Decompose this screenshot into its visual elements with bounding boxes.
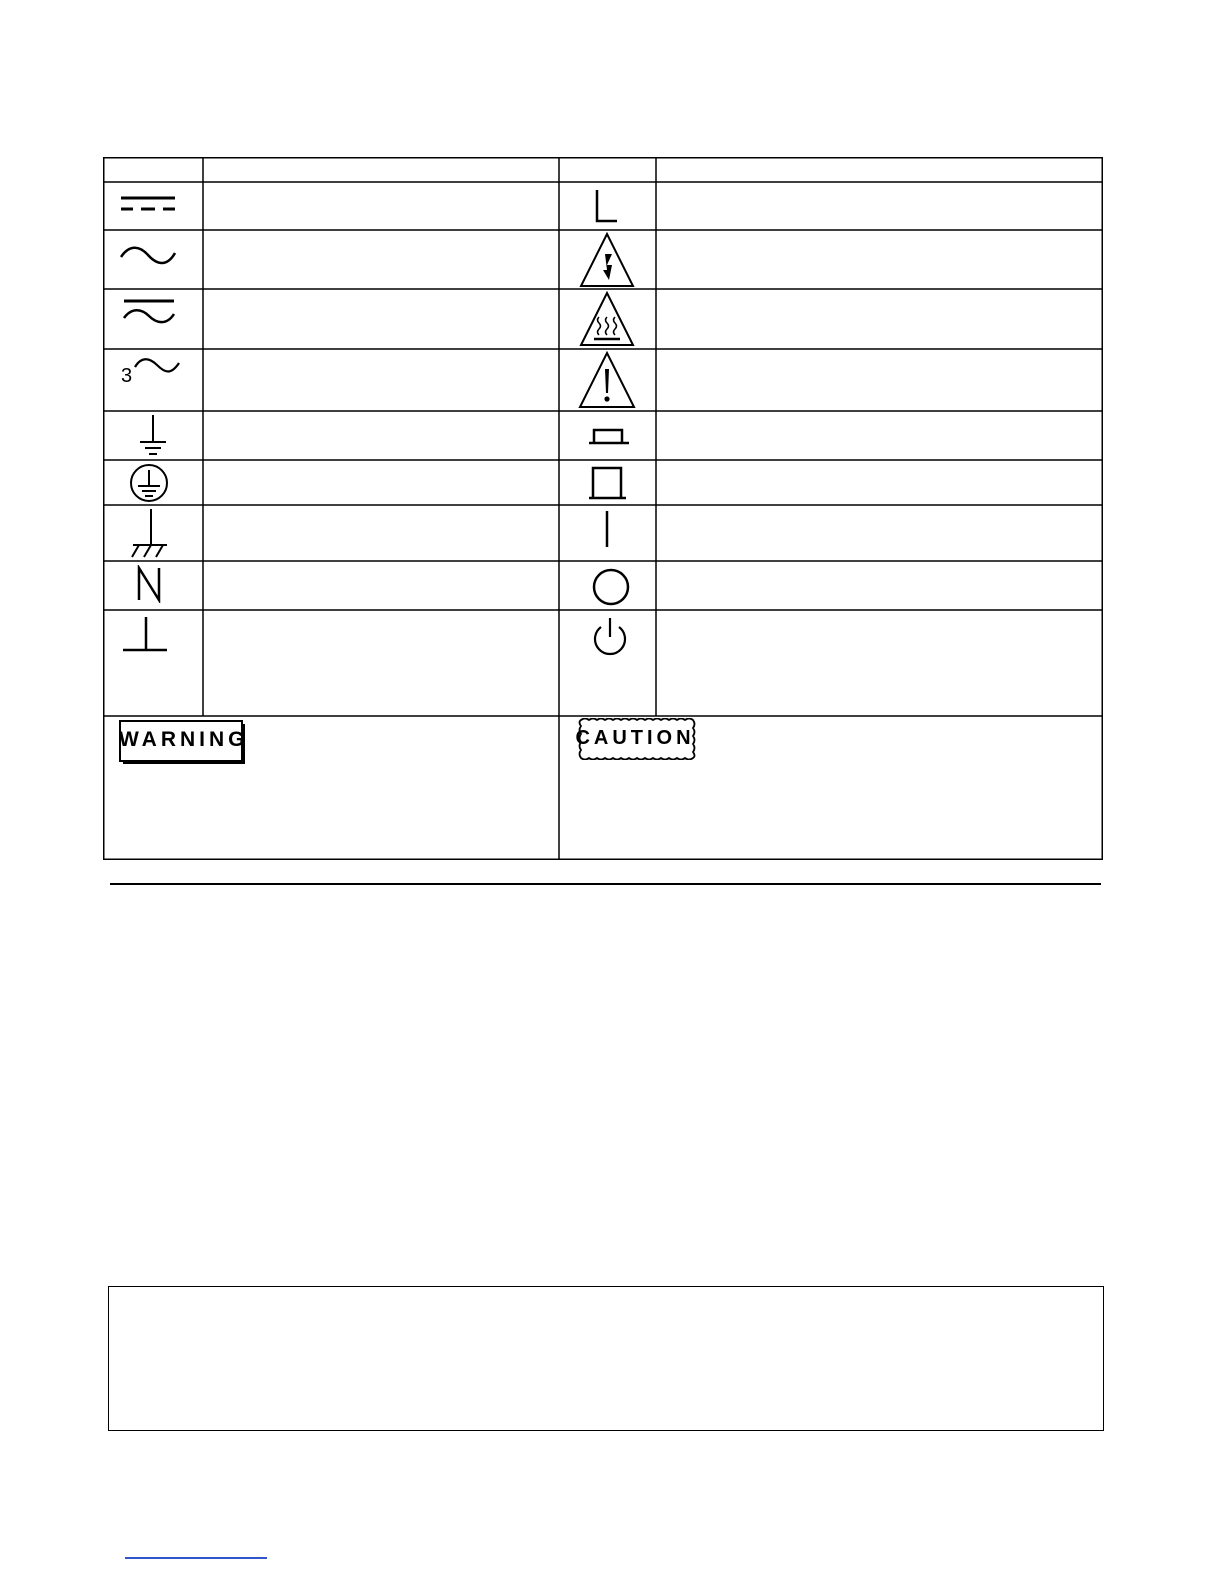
on-supply-icon [600, 509, 614, 549]
hot-surface-icon [579, 291, 635, 347]
direct-current-icon [119, 193, 177, 215]
both-direct-and-alternating-current-icon [121, 297, 177, 327]
terminal-at-earth-potential-icon [121, 615, 169, 655]
in-position-bistable-push-control-icon [588, 425, 630, 447]
section-divider [110, 883, 1101, 885]
svg-text:3: 3 [121, 365, 133, 387]
caution-badge [573, 718, 699, 760]
off-supply-icon [591, 567, 631, 607]
standby-supply-icon [591, 615, 629, 657]
three-phase-alternating-current-icon [119, 353, 181, 387]
warning-label: WARNING [119, 728, 249, 751]
warning-badge [119, 720, 249, 764]
caution-refer-to-documents-icon [578, 351, 636, 409]
protective-earth-terminal-icon [125, 463, 173, 503]
alternating-current-icon [119, 241, 177, 269]
line-conductor-icon [591, 187, 621, 225]
electric-shock-hazard-icon [579, 232, 635, 288]
out-position-bistable-push-control-icon [588, 465, 628, 501]
frame-chassis-terminal-icon [127, 507, 171, 559]
notice-box [108, 1286, 1104, 1431]
caution-label: CAUTION [575, 727, 695, 749]
safety-symbols-table [103, 157, 1103, 860]
neutral-conductor-icon [135, 565, 165, 603]
link-underline[interactable] [125, 1557, 267, 1559]
earth-ground-terminal-icon [137, 413, 169, 457]
